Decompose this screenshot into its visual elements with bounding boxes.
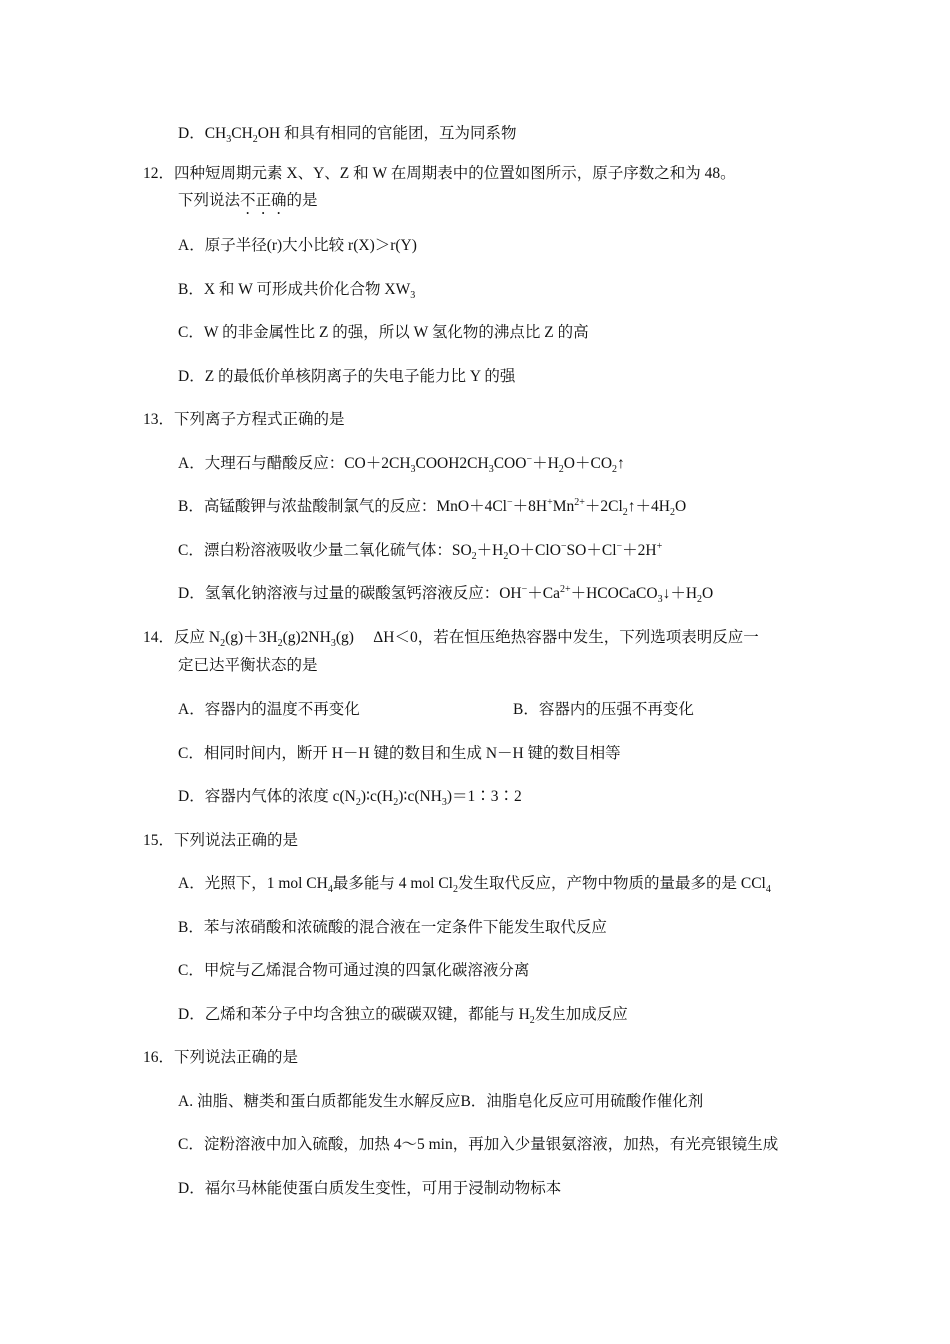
q11-option-d: D．$CH_3CH_2OH$ 和具有相同的官能团，互为同系物 (178, 125, 517, 146)
q15-stem: 15．下列说法正确的是 (143, 832, 299, 849)
q12-option-d: D．Z 的最低价单核阴离子的失电子能力比 Y 的强 (178, 368, 516, 385)
q14-option-c: C．相同时间内，断开 H－H 键的数目和生成 N－H 键的数目相等 (178, 745, 621, 762)
q14-option-a: A．容器内的温度不再变化 (178, 701, 360, 718)
q12-stem-line1: 12．四种短周期元素 X、Y、Z 和 W 在周期表中的位置如图所示，原子序数之和为 48。 (143, 165, 736, 182)
q16-option-ab: A. 油脂、糖类和蛋白质都能发生水解反应B．油脂皂化反应可用硫酸作催化剂 (178, 1093, 704, 1110)
q13-option-c: C．漂白粉溶液吸收少量二氧化硫气体：$SO_2+H_2O+ClO^-SO+Cl^-+2H^+$ (178, 540, 663, 563)
q13-option-d: D．氢氧化钠溶液与过量的碳酸氢钙溶液反应：$OH^-+Ca^{2+}+HCOCaCO_3↓+H_2O$ (178, 583, 714, 606)
q12-emphasis: 不正确 (240, 192, 287, 209)
q16-option-d: D．福尔马林能使蛋白质发生变性，可用于浸制动物标本 (178, 1180, 562, 1197)
q14-stem-line2: 定已达平衡状态的是 (178, 657, 318, 674)
q12-option-b: B．X 和 W 可形成共价化合物 $XW_3$ (178, 281, 416, 302)
q12-stem-line2: 下列说法不正确的是 (178, 192, 318, 209)
q14-stem-line1: 14．反应 $N_2(g)+3H_2(g)2NH_3(g)$ ΔH＜0，若在恒压绝热容器中发生，下列选项表明反应一 (143, 629, 759, 650)
q13-option-b: B．高锰酸钾与浓盐酸制氯气的反应：$MnO+4Cl^-+8H^+Mn^{2+}+2Cl_2↑+4H_2O$ (178, 496, 687, 519)
q15-option-a: A．光照下，1 mol $CH_4$最多能与 4 mol $Cl_2$发生取代反应，产物中物质的量最多的是 CCl$_4$ (178, 875, 771, 896)
q12-option-a: A．原子半径(r)大小比较 r(X)＞r(Y) (178, 237, 417, 254)
q13-option-a: A．大理石与醋酸反应：$CO+2CH_3COOH2CH_3COO^-+H_2O+CO_2↑$ (178, 453, 625, 476)
q15-option-d: D．乙烯和苯分子中均含独立的碳碳双键，都能与 $H_2$发生加成反应 (178, 1006, 628, 1027)
q16-option-c: C．淀粉溶液中加入硫酸，加热 4～5 min，再加入少量银氨溶液，加热，有光亮银镜生成 (178, 1136, 779, 1153)
q14-option-d: D．容器内气体的浓度 $c(N_2)∶c(H_2)∶c(NH_3)=1∶3∶2$ (178, 788, 522, 809)
q15-option-b: B．苯与浓硝酸和浓硫酸的混合液在一定条件下能发生取代反应 (178, 919, 607, 936)
q13-stem: 13．下列离子方程式正确的是 (143, 411, 345, 428)
q12-option-c: C．W 的非金属性比 Z 的强，所以 W 氢化物的沸点比 Z 的高 (178, 324, 589, 341)
q15-option-c: C．甲烷与乙烯混合物可通过溴的四氯化碳溶液分离 (178, 962, 530, 979)
q14-option-b: B．容器内的压强不再变化 (513, 701, 694, 718)
q16-stem: 16．下列说法正确的是 (143, 1049, 299, 1066)
